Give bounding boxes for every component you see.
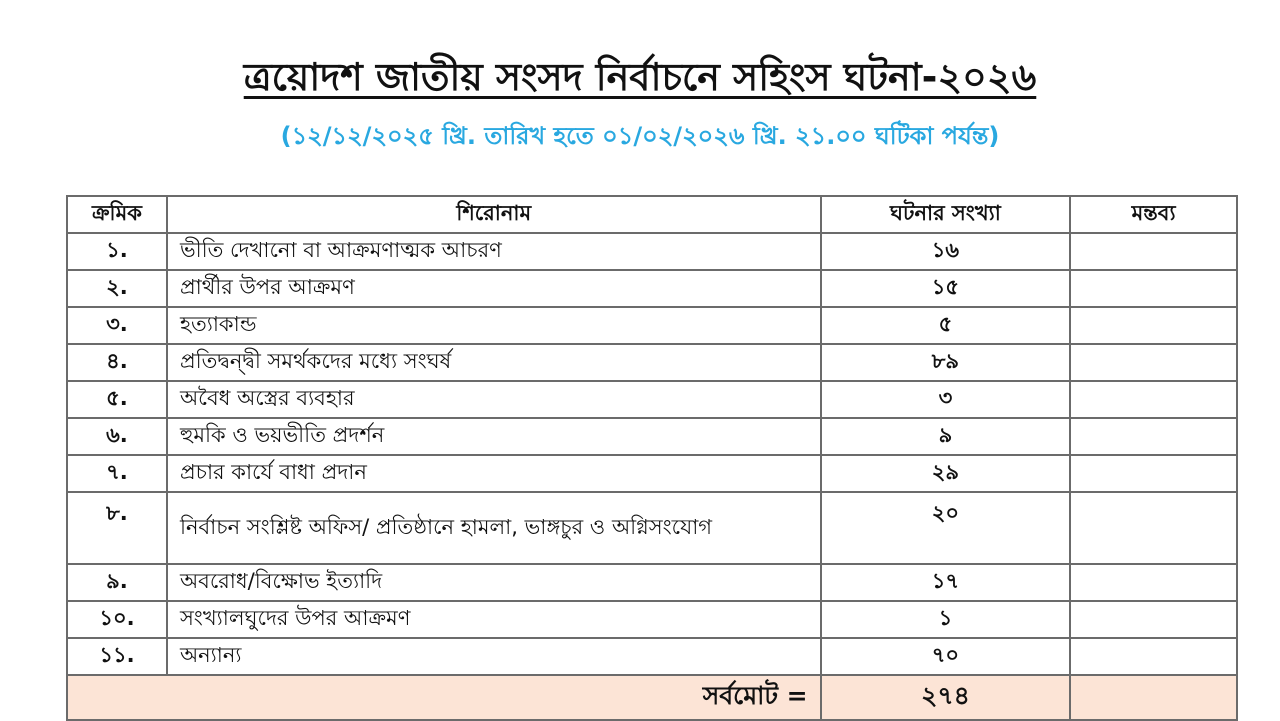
count-cell: ২৯ [821, 455, 1071, 492]
count-cell: ১৫ [821, 270, 1071, 307]
count-cell: ৮৯ [821, 344, 1071, 381]
column-header-title: শিরোনাম [167, 196, 821, 233]
table-row [67, 564, 1237, 601]
title-cell: প্রার্থীর উপর আক্রমণ [167, 270, 821, 307]
count-cell: ৩ [821, 381, 1071, 418]
serial-cell: ৮. [67, 492, 167, 564]
remark-cell [1070, 270, 1237, 307]
title-cell: নির্বাচন সংশ্লিষ্ট অফিস/ প্রতিষ্ঠানে হামলা, ভাঙ্গচুর ও অগ্নিসংযোগ [167, 492, 821, 564]
serial-cell: ১১. [67, 638, 167, 675]
serial-cell: ৬. [67, 418, 167, 455]
remark-cell [1070, 381, 1237, 418]
remark-cell [1070, 638, 1237, 675]
table-row [67, 492, 1237, 564]
title-cell: প্রতিদ্বন্দ্বী সমর্থকদের মধ্যে সংঘর্ষ [167, 344, 821, 381]
table-row [67, 455, 1237, 492]
remark-cell [1070, 492, 1237, 564]
remark-cell [1070, 418, 1237, 455]
serial-cell: ১০. [67, 601, 167, 638]
count-cell: ৫ [821, 307, 1071, 344]
table-row [67, 638, 1237, 675]
remark-cell [1070, 307, 1237, 344]
title-cell: অবৈধ অস্ত্রের ব্যবহার [167, 381, 821, 418]
column-header-remark: মন্তব্য [1070, 196, 1237, 233]
serial-cell: ৭. [67, 455, 167, 492]
count-cell: ১৬ [821, 233, 1071, 270]
table-row [67, 381, 1237, 418]
serial-cell: ৯. [67, 564, 167, 601]
column-header-serial: ক্রমিক [67, 196, 167, 233]
remark-cell [1070, 601, 1237, 638]
serial-cell: ২. [67, 270, 167, 307]
count-cell: ১ [821, 601, 1071, 638]
serial-cell: ১. [67, 233, 167, 270]
total-row [67, 675, 1237, 720]
title-cell: অন্যান্য [167, 638, 821, 675]
date-range-subtitle: (১২/১২/২০২৫ খ্রি. তারিখ হতে ০১/০২/২০২৬ খ্রি. ২১.০০ ঘটিকা পর্যন্ত) [280, 122, 1000, 150]
total-count: ২৭৪ [821, 675, 1071, 720]
title-cell: সংখ্যালঘুদের উপর আক্রমণ [167, 601, 821, 638]
page-title-text: ত্রয়োদশ জাতীয় সংসদ নির্বাচনে সহিংস ঘটনা-২০২৬ [243, 55, 1037, 99]
count-cell: ৭০ [821, 638, 1071, 675]
count-cell: ৯ [821, 418, 1071, 455]
column-header-count: ঘটনার সংখ্যা [821, 196, 1071, 233]
count-cell: ১৭ [821, 564, 1071, 601]
total-label: সর্বমোট = [67, 675, 821, 720]
table-row [67, 270, 1237, 307]
page-title [0, 48, 1280, 112]
serial-cell: ৪. [67, 344, 167, 381]
title-cell: হত্যাকান্ড [167, 307, 821, 344]
remark-cell [1070, 564, 1237, 601]
remark-cell [1070, 233, 1237, 270]
total-remark [1070, 675, 1237, 720]
remark-cell [1070, 455, 1237, 492]
remark-cell [1070, 344, 1237, 381]
title-cell: ভীতি দেখানো বা আক্রমণাত্মক আচরণ [167, 233, 821, 270]
table-row [67, 344, 1237, 381]
table-row [67, 601, 1237, 638]
table-row [67, 307, 1237, 344]
count-cell: ২০ [821, 492, 1071, 564]
serial-cell: ৩. [67, 307, 167, 344]
table-header-row [67, 196, 1237, 233]
title-cell: হুমকি ও ভয়ভীতি প্রদর্শন [167, 418, 821, 455]
table-row [67, 418, 1237, 455]
serial-cell: ৫. [67, 381, 167, 418]
title-cell: অবরোধ/বিক্ষোভ ইত্যাদি [167, 564, 821, 601]
incident-table [66, 195, 1238, 721]
title-cell: প্রচার কার্যে বাধা প্রদান [167, 455, 821, 492]
table-row [67, 233, 1237, 270]
